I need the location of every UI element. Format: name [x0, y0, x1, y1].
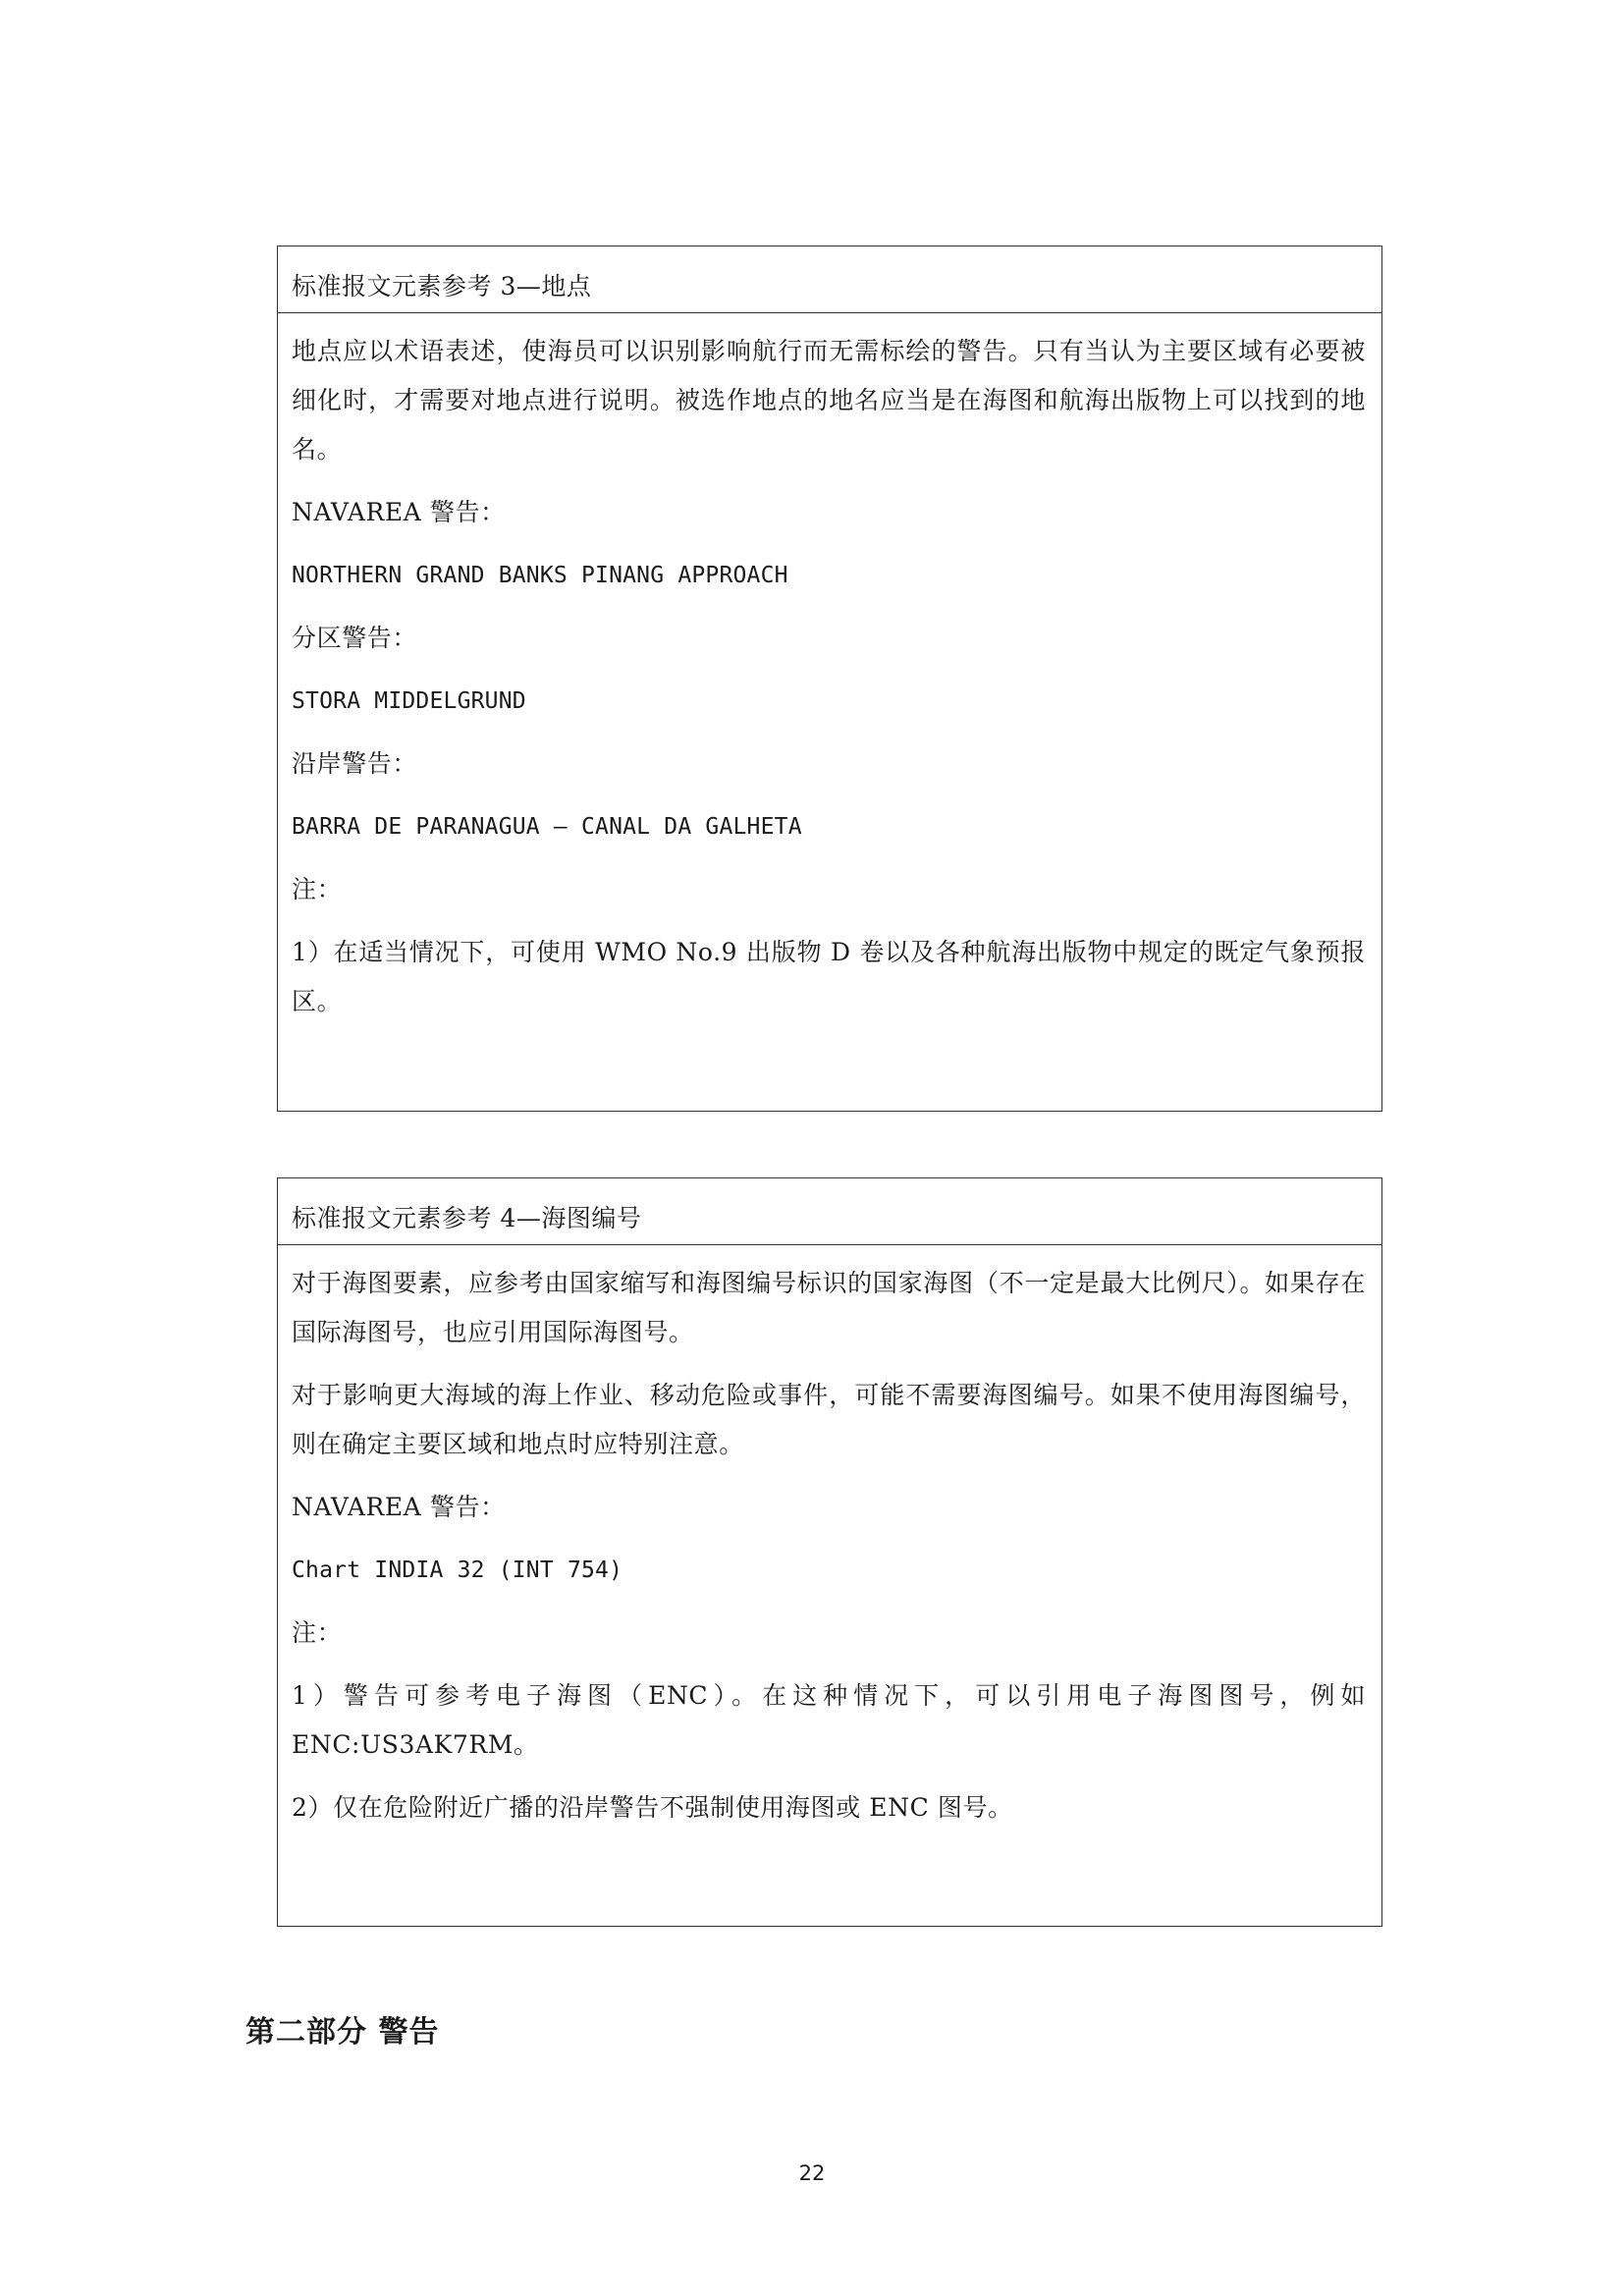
section-heading: 第二部分 警告 [245, 2015, 440, 2050]
navarea-example: NORTHERN GRAND BANKS PINANG APPROACH [292, 563, 788, 588]
location-description: 地点应以术语表述，使海员可以识别影响航行而无需标绘的警告。只有当认为主要区域有必要被细化时，才需要对地点进行说明。被选作地点的地名应当是在海图和航海出版物上可以找到的地名。 [292, 337, 1366, 464]
box-title: 标准报文元素参考 3—地点 [278, 246, 1381, 313]
chart-description: 对于海图要素，应参考由国家缩写和海图编号标识的国家海图（不一定是最大比例尺）。如果存在国际海图号，也应引用国际海图号。 [292, 1269, 1366, 1346]
navarea-label: NAVAREA 警告： [292, 498, 506, 526]
subarea-example: STORA MIDDELGRUND [292, 688, 526, 714]
navarea-example: Chart INDIA 32 (INT 754) [292, 1558, 623, 1583]
note-item: 2）仅在危险附近广播的沿岸警告不强制使用海图或 ENC 图号。 [292, 1793, 1013, 1822]
navarea-label: NAVAREA 警告： [292, 1493, 506, 1521]
coastal-example: BARRA DE PARANAGUA — CANAL DA GALHETA [292, 814, 802, 840]
note-label: 注： [292, 1618, 343, 1647]
reference-box-chart-number [277, 1177, 1382, 1927]
note-item: 1）在适当情况下，可使用 WMO No.9 出版物 D 卷以及各种航海出版物中规定的既定气象预报区。 [292, 938, 1366, 1015]
box-body [278, 313, 1381, 1026]
note-item: 1）警告可参考电子海图（ENC）。在这种情况下，可以引用电子海图图号，例如 ENC:US3AK7RM。 [292, 1681, 1366, 1759]
page-number: 22 [798, 2161, 826, 2185]
subarea-label: 分区警告： [292, 624, 418, 652]
coastal-label: 沿岸警告： [292, 749, 418, 778]
chart-description-2: 对于影响更大海域的海上作业、移动危险或事件，可能不需要海图编号。如果不使用海图编号，则在确定主要区域和地点时应特别注意。 [292, 1381, 1366, 1458]
box-title: 标准报文元素参考 4—海图编号 [278, 1178, 1381, 1245]
reference-box-location [277, 246, 1382, 1112]
box-body [278, 1245, 1381, 1832]
note-label: 注： [292, 875, 343, 903]
